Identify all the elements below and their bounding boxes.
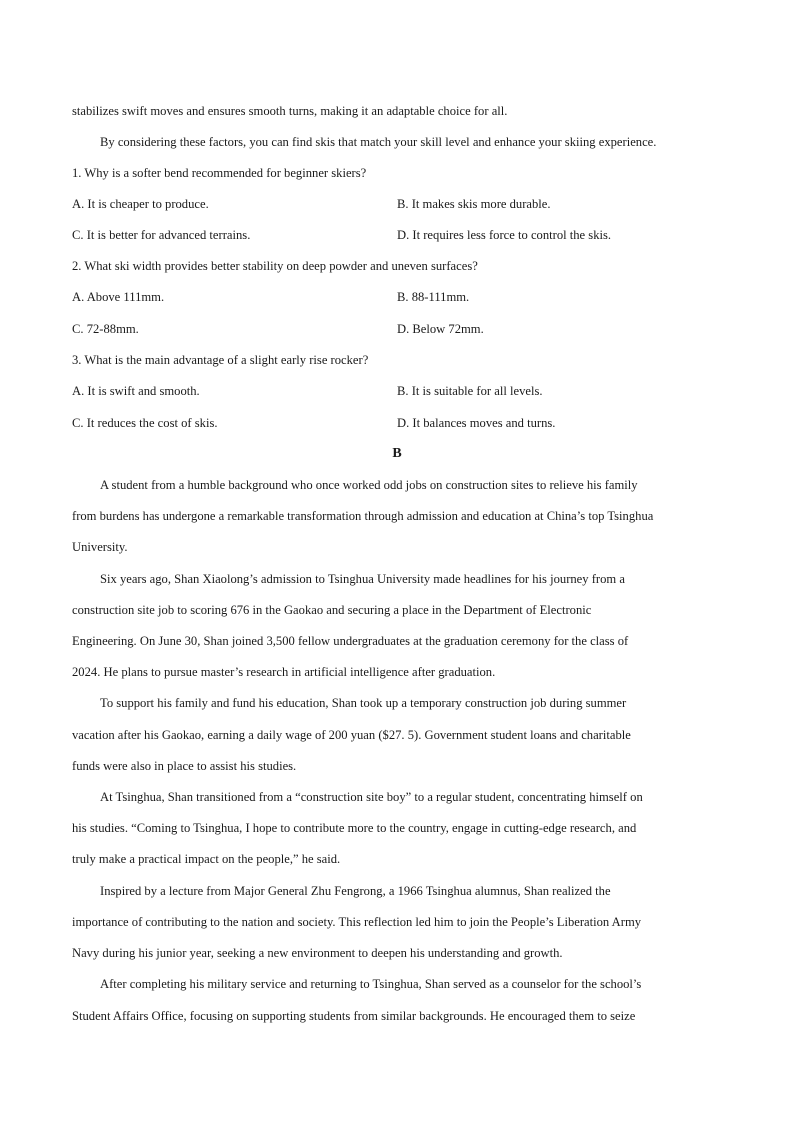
passage-b-line: Inspired by a lecture from Major General Zhu Fengrong, a 1966 Tsinghua alumnus, Shan realized the [100,884,611,898]
passage-b-line: truly make a practical impact on the people,” he said. [72,852,341,866]
question-2-option-d: D. Below 72mm. [397,322,484,336]
passage-b-line: construction site job to scoring 676 in the Gaokao and securing a place in the Department of Electronic [72,603,592,617]
passage-b-line: from burdens has undergone a remarkable transformation through admission and education at China’s top Tsinghua [72,509,654,523]
passage-b-line: importance of contributing to the nation and society. This reflection led him to join the People’s Liberation Army [72,915,642,929]
section-b-heading: B [392,446,402,461]
passage-b-line: funds were also in place to assist his studies. [72,759,297,773]
passage-b-line: To support his family and fund his education, Shan took up a temporary construction job during summer [100,696,627,710]
question-3-option-d: D. It balances moves and turns. [397,416,556,430]
question-2-option-a: A. Above 111mm. [72,290,165,304]
passage-a-tail-line-1: stabilizes swift moves and ensures smooth turns, making it an adaptable choice for all. [72,104,508,118]
passage-b-line: University. [72,540,128,554]
passage-b-line: vacation after his Gaokao, earning a daily wage of 200 yuan ($27. 5). Government student loans and charitable [72,728,631,742]
question-1-stem: 1. Why is a softer bend recommended for beginner skiers? [72,166,367,180]
passage-b-line: his studies. “Coming to Tsinghua, I hope to contribute more to the country, engage in cutting-edge research, and [72,821,637,835]
question-2-stem: 2. What ski width provides better stability on deep powder and uneven surfaces? [72,259,478,273]
passage-b-line: At Tsinghua, Shan transitioned from a “construction site boy” to a regular student, concentrating himself on [100,790,643,804]
question-3-option-c: C. It reduces the cost of skis. [72,416,218,430]
question-1-option-b: B. It makes skis more durable. [397,197,551,211]
passage-a-conclusion: By considering these factors, you can find skis that match your skill level and enhance your skiing experience. [100,135,657,149]
passage-b-line: Navy during his junior year, seeking a new environment to deepen his understanding and growth. [72,946,563,960]
question-1-option-c: C. It is better for advanced terrains. [72,228,251,242]
question-3-option-b: B. It is suitable for all levels. [397,384,543,398]
question-3-stem: 3. What is the main advantage of a slight early rise rocker? [72,353,369,367]
passage-b-line: 2024. He plans to pursue master’s research in artificial intelligence after graduation. [72,665,496,679]
question-3-option-a: A. It is swift and smooth. [72,384,200,398]
question-1-option-d: D. It requires less force to control the skis. [397,228,612,242]
passage-b-line: A student from a humble background who once worked odd jobs on construction sites to relieve his family [100,478,638,492]
passage-b-line: After completing his military service and returning to Tsinghua, Shan served as a counselor for the school’s [100,977,642,991]
passage-b-line: Six years ago, Shan Xiaolong’s admission to Tsinghua University made headlines for his journey from a [100,572,625,586]
question-1-option-a: A. It is cheaper to produce. [72,197,209,211]
question-2-option-b: B. 88-111mm. [397,290,470,304]
question-2-option-c: C. 72-88mm. [72,322,139,336]
passage-b-line: Student Affairs Office, focusing on supporting students from similar backgrounds. He encouraged them to seize [72,1009,636,1023]
passage-b-line: Engineering. On June 30, Shan joined 3,500 fellow undergraduates at the graduation ceremony for the class of [72,634,629,648]
